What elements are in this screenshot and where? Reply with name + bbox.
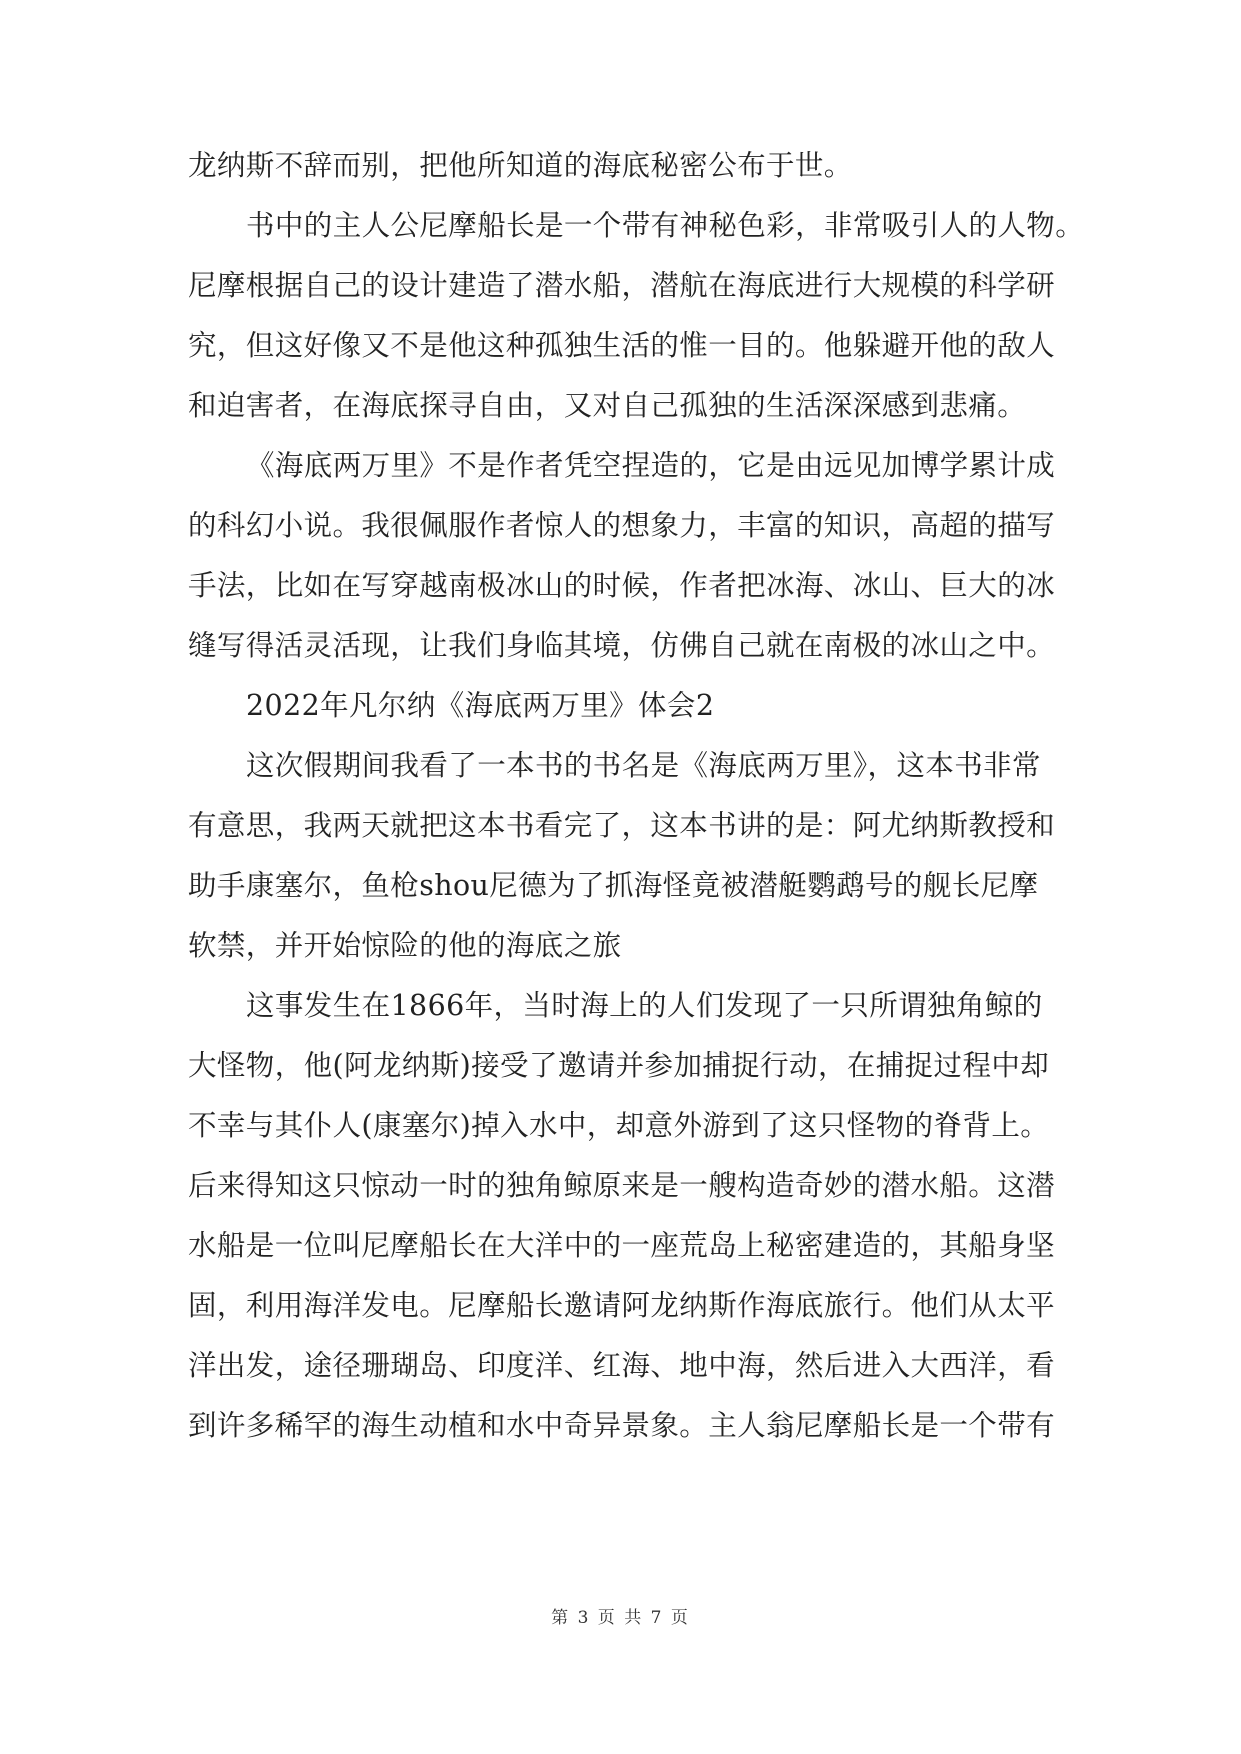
text-line: 这事发生在1866年，当时海上的人们发现了一只所谓独角鲸的 bbox=[246, 989, 1043, 1022]
text-line: 和迫害者，在海底探寻自由，又对自己孤独的生活深深感到悲痛。 bbox=[188, 389, 1027, 422]
section-heading: 2022年凡尔纳《海底两万里》体会2 bbox=[246, 689, 715, 722]
text-line: 书中的主人公尼摩船长是一个带有神秘色彩，非常吸引人的人物。 bbox=[246, 209, 1085, 242]
text-line: 洋出发，途径珊瑚岛、印度洋、红海、地中海，然后进入大西洋，看 bbox=[188, 1349, 1056, 1382]
text-line: 后来得知这只惊动一时的独角鲸原来是一艘构造奇妙的潜水船。这潜 bbox=[188, 1169, 1056, 1202]
text-line: 手法，比如在写穿越南极冰山的时候，作者把冰海、冰山、巨大的冰 bbox=[188, 569, 1056, 602]
text-line: 助手康塞尔，鱼枪shou尼德为了抓海怪竟被潜艇鹦鹉号的舰长尼摩 bbox=[188, 869, 1039, 902]
text-line: 软禁，并开始惊险的他的海底之旅 bbox=[188, 929, 622, 962]
text-line: 的科幻小说。我很佩服作者惊人的想象力，丰富的知识，高超的描写 bbox=[188, 509, 1056, 542]
text-line: 大怪物，他(阿龙纳斯)接受了邀请并参加捕捉行动，在捕捉过程中却 bbox=[188, 1049, 1050, 1082]
text-line: 《海底两万里》不是作者凭空捏造的，它是由远见加博学累计成 bbox=[246, 449, 1056, 482]
text-line: 究，但这好像又不是他这种孤独生活的惟一目的。他躲避开他的敌人 bbox=[188, 329, 1056, 362]
text-line: 水船是一位叫尼摩船长在大洋中的一座荒岛上秘密建造的，其船身坚 bbox=[188, 1229, 1056, 1262]
text-line: 到许多稀罕的海生动植和水中奇异景象。主人翁尼摩船长是一个带有 bbox=[188, 1409, 1056, 1442]
text-line: 有意思，我两天就把这本书看完了，这本书讲的是：阿尤纳斯教授和 bbox=[188, 809, 1056, 842]
text-line: 不幸与其仆人(康塞尔)掉入水中，却意外游到了这只怪物的脊背上。 bbox=[188, 1109, 1050, 1142]
text-line: 龙纳斯不辞而别，把他所知道的海底秘密公布于世。 bbox=[188, 149, 853, 182]
text-line: 尼摩根据自己的设计建造了潜水船，潜航在海底进行大规模的科学研 bbox=[188, 269, 1056, 302]
text-line: 固，利用海洋发电。尼摩船长邀请阿龙纳斯作海底旅行。他们从太平 bbox=[188, 1289, 1056, 1322]
text-line: 缝写得活灵活现，让我们身临其境，仿佛自己就在南极的冰山之中。 bbox=[188, 629, 1056, 662]
text-line: 这次假期间我看了一本书的书名是《海底两万里》，这本书非常 bbox=[246, 749, 1041, 782]
page-footer: 第 3 页 共 7 页 bbox=[551, 1608, 690, 1628]
